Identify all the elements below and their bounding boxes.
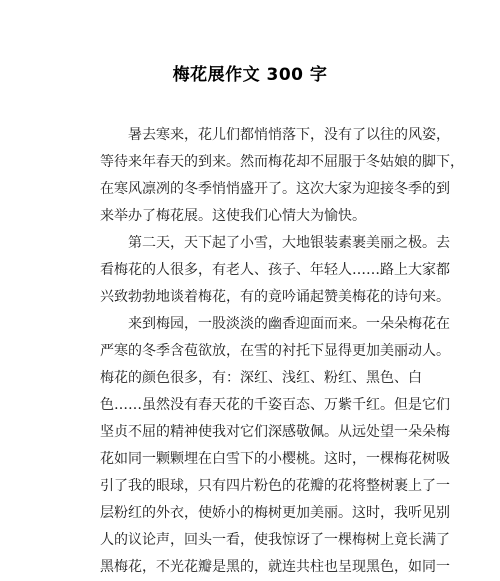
text-line: 引了我的眼球，只有四片粉色的花瓣的花将整树裹上了一 <box>100 478 450 494</box>
text-line: 第二天，天下起了小雪，大地银装素裹美丽之极。去 <box>128 235 450 251</box>
text-line: 在寒风凛冽的冬季悄悄盛开了。这次大家为迎接冬季的到 <box>100 181 450 197</box>
text-line: 坚贞不屈的精神使我对它们深感敬佩。从远处望一朵朵梅 <box>100 424 450 440</box>
text-line: 来举办了梅花展。这使我们心情大为愉快。 <box>100 208 366 224</box>
text-line: 色……虽然没有春天花的千姿百态、万紫千红。但是它们 <box>100 397 450 413</box>
text-line: 来到梅园，一股淡淡的幽香迎面而来。一朵朵梅花在 <box>128 316 450 332</box>
text-line: 层粉红的外衣，使娇小的梅树更加美丽。这时，我听见别 <box>100 505 450 521</box>
text-line: 等待来年春天的到来。然而梅花却不屈服于冬姑娘的脚下， <box>100 154 464 170</box>
text-line: 人的议论声，回头一看，使我惊讶了一棵梅树上竟长满了 <box>100 532 450 548</box>
document-body <box>100 122 464 581</box>
text-line: 看梅花的人很多，有老人、孩子、年轻人……路上大家都 <box>100 262 450 278</box>
text-line: 严寒的冬季含苞欲放，在雪的衬托下显得更加美丽动人。 <box>100 343 450 359</box>
text-line: 花如同一颗颗埋在白雪下的小樱桃。这时，一棵梅花树吸 <box>100 451 450 467</box>
text-line: 暑去寒来，花儿们都悄悄落下，没有了以往的风姿， <box>128 127 450 143</box>
text-line: 梅花的颜色很多，有：深红、浅红、粉红、黑色、白 <box>100 370 422 386</box>
text-line: 黑梅花，不光花瓣是黑的，就连共柱也呈现黑色，如同一 <box>100 559 450 575</box>
text-line: 兴致勃勃地谈着梅花，有的竟吟诵起赞美梅花的诗句来。 <box>100 289 450 305</box>
document-title: 梅花展作文 300 字 <box>172 65 328 85</box>
